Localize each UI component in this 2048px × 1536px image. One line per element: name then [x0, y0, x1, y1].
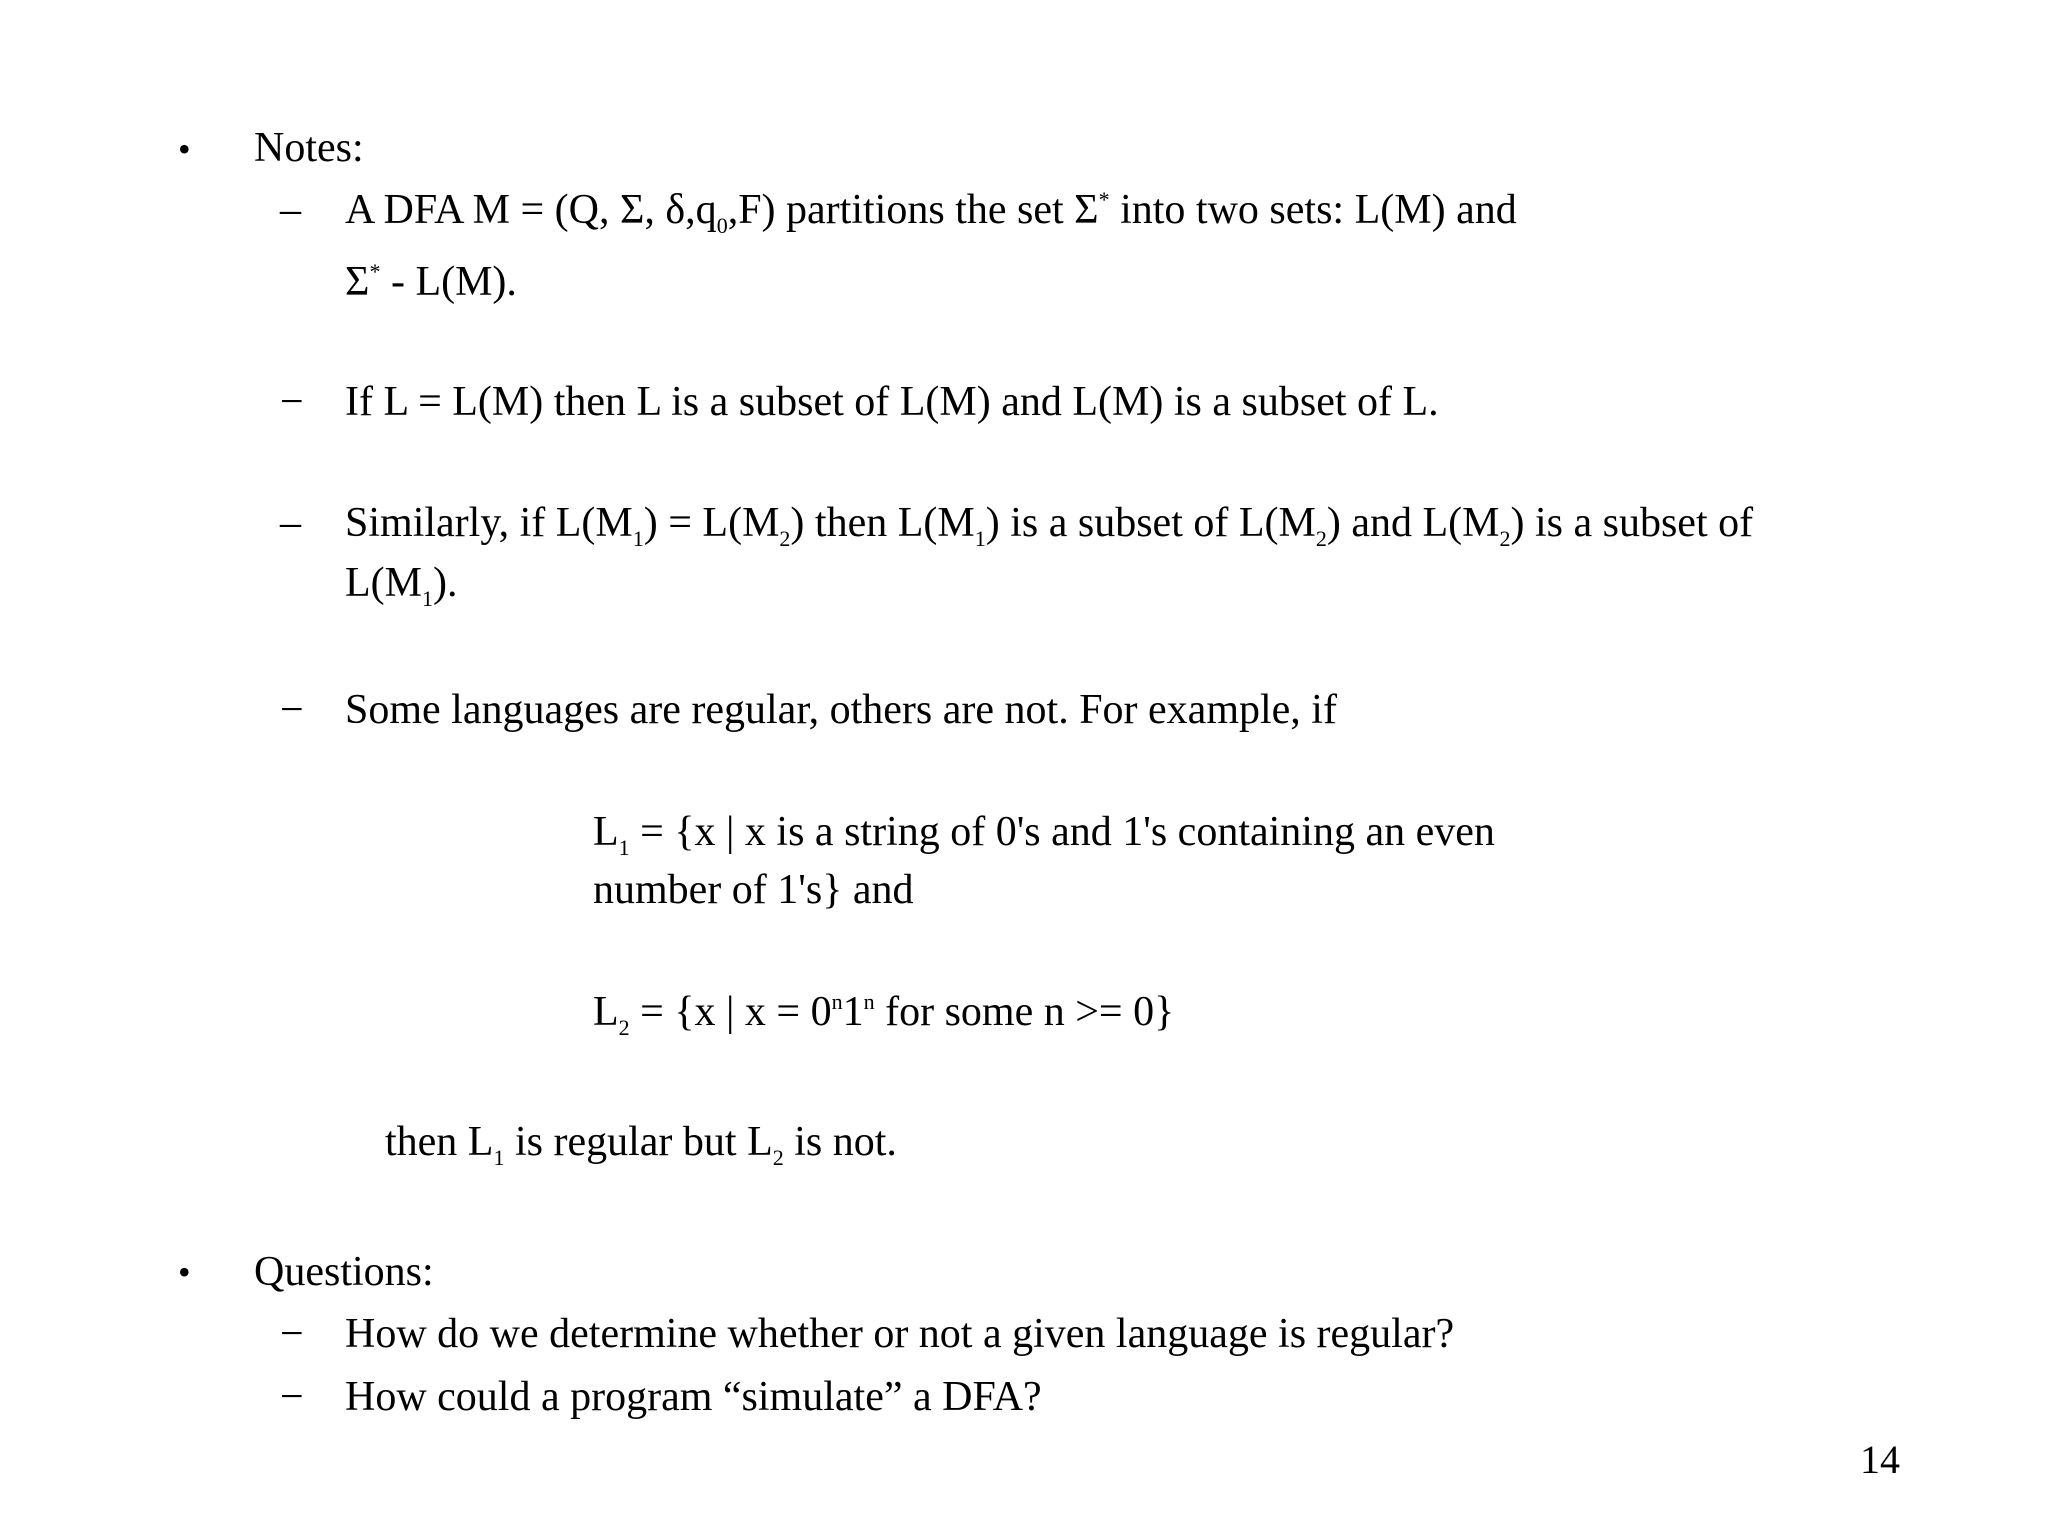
note-dfa-partition-line-1: A DFA M = (Q, Σ, $\delta,q_0,F$) partitions the set Σ* into two sets: L(M) and — [345, 187, 1517, 238]
note-regular-languages: Some languages are regular, others are not. For example, if — [345, 687, 1337, 733]
conclusion-line: then $L_1$ is regular but $L_2$ is not. — [385, 1119, 897, 1170]
question-2: How could a program “simulate” a DFA? — [345, 1374, 1042, 1420]
question-1: How do we determine whether or not a given language is regular? — [345, 1311, 1455, 1357]
dash-item-4: − — [280, 687, 304, 733]
bullet-notes: • — [178, 129, 191, 169]
notes-heading: Notes: — [254, 125, 364, 171]
dash-question-1: − — [280, 1311, 304, 1357]
dash-item-1: – — [280, 187, 301, 233]
dash-item-2: − — [280, 379, 304, 425]
note-machine-equality-line-2: $L(M_1)$. — [345, 560, 458, 611]
note-subset-equality: If L = L(M) then L is a subset of L(M) and L(M) is a subset of L. — [345, 379, 1439, 425]
dash-item-3: – — [280, 500, 301, 546]
note-machine-equality-line-1: Similarly, if $L(M_1) = L(M_2)$ then $L(M_1)$ is a subset of $L(M_2)$ and $L(M_2)$ is a subset of — [345, 500, 1754, 551]
questions-heading: Questions: — [254, 1249, 434, 1295]
page-number: 14 — [1860, 1437, 1900, 1482]
bullet-questions: • — [178, 1252, 191, 1292]
definition-L2: $L_2 = \{x$ | $x = 0^n1^n$ for some n >= 0} — [593, 989, 1175, 1040]
dash-question-2: − — [280, 1374, 304, 1420]
definition-L1-line-2: number of 1's} and — [593, 867, 914, 913]
definition-L1-line-1: $L_1 = \{x$ | x is a string of 0's and 1's containing an even — [593, 809, 1495, 860]
note-dfa-partition-line-2: Σ* - L(M). — [345, 259, 517, 305]
